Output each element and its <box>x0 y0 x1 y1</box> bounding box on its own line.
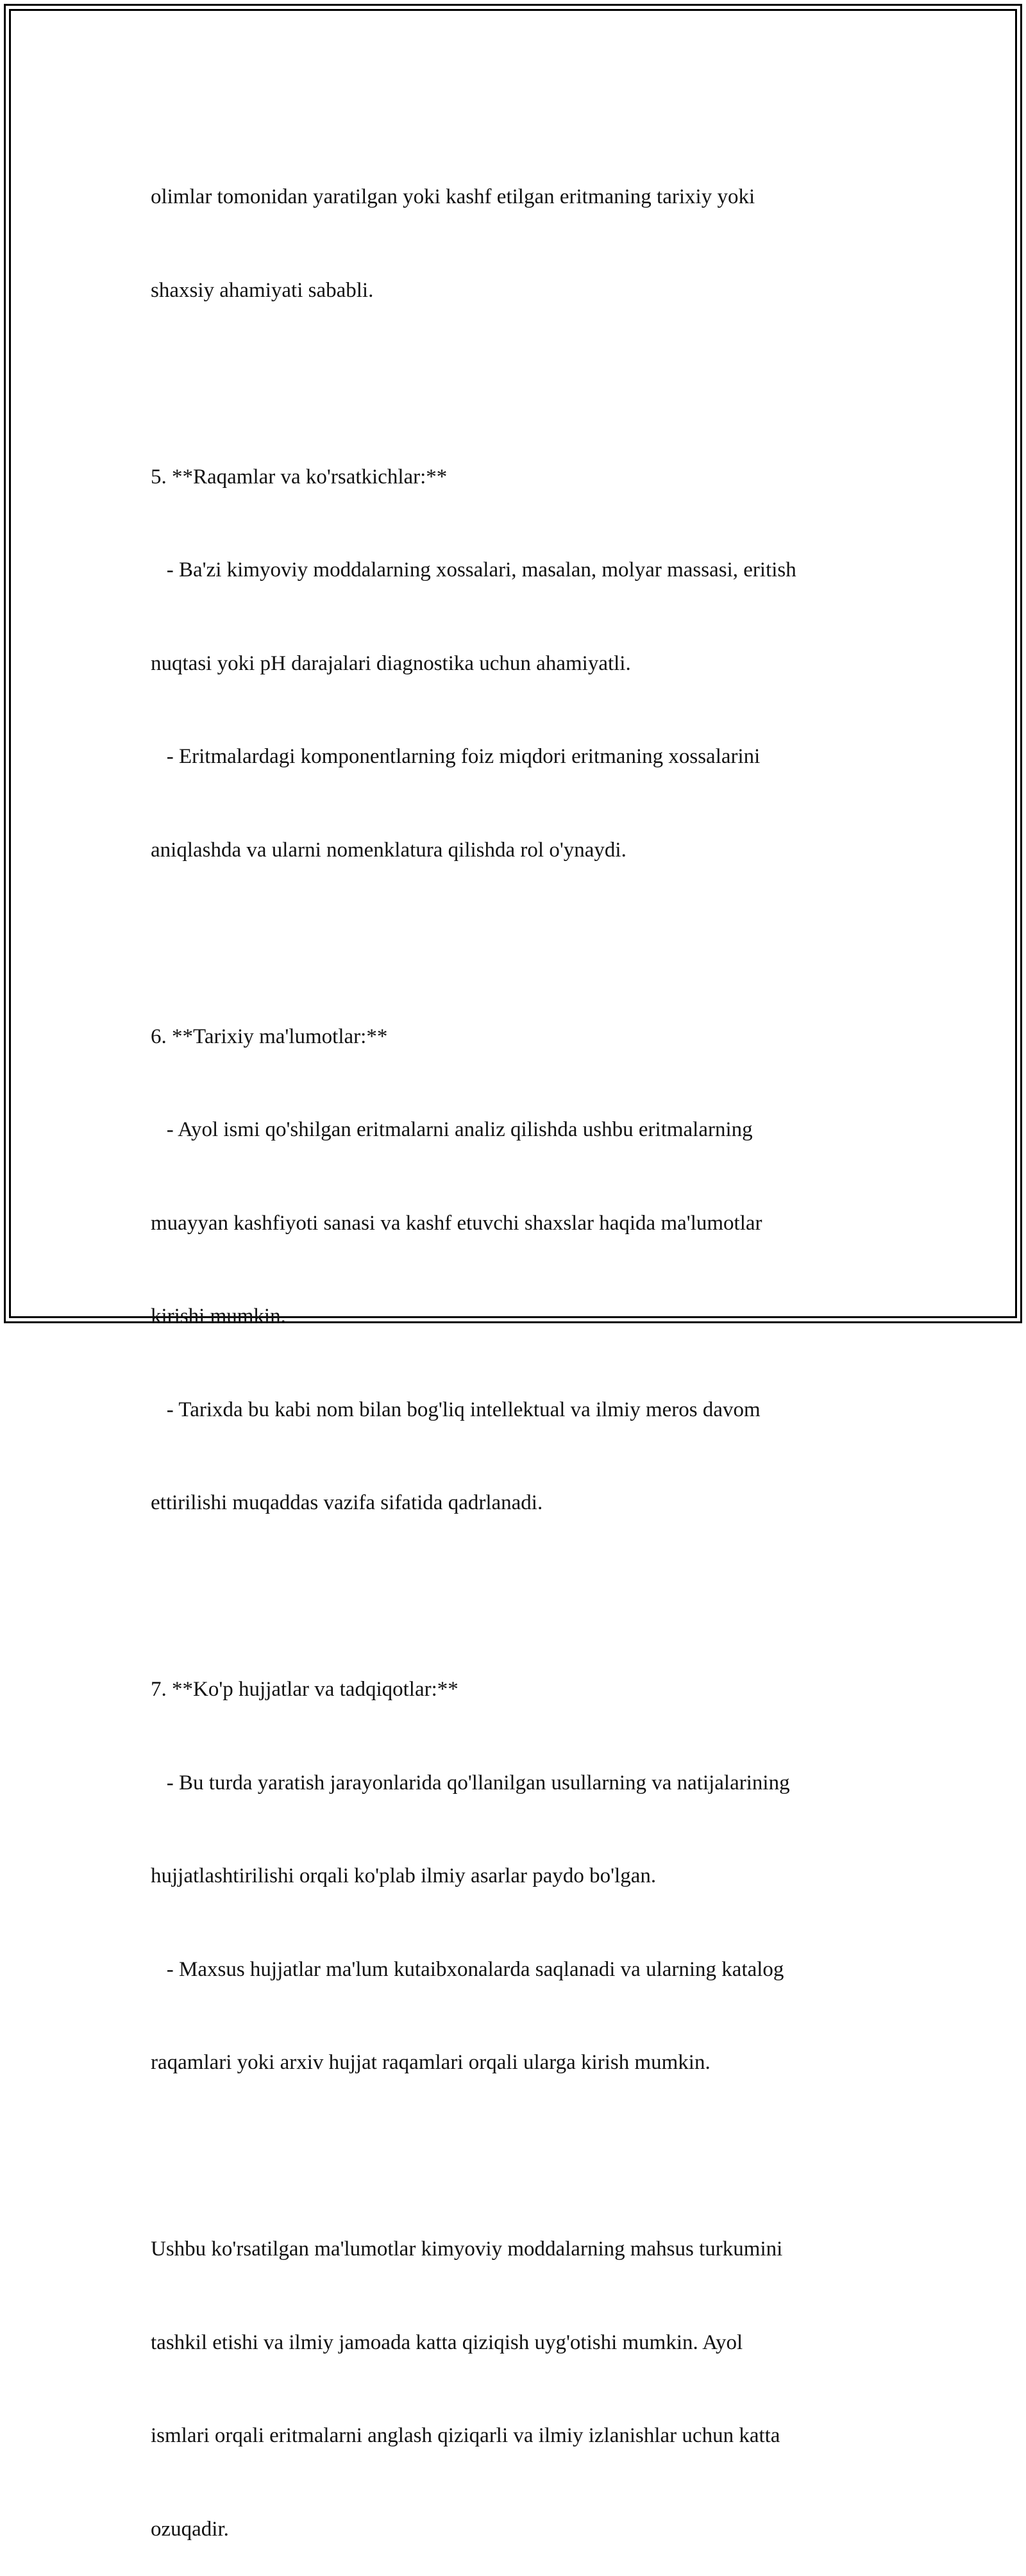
text-line: - Eritmalardagi komponentlarning foiz miqdori eritmaning xossalarini <box>151 745 761 768</box>
text-line: shaxsiy ahamiyati sababli. <box>151 278 374 302</box>
section-heading-6: 6. **Tarixiy ma'lumotlar:** <box>151 1025 388 1048</box>
blank-line <box>151 2141 882 2172</box>
conclusion-line: ismlari orqali eritmalarni anglash qiziqarli va ilmiy izlanishlar uchun katta <box>151 2424 780 2447</box>
conclusion-line: Ushbu ko'rsatilgan ma'lumotlar kimyoviy moddalarning mahsus turkumini <box>151 2237 783 2261</box>
text-line: kirishi mumkin. <box>151 1305 286 1328</box>
text-line: aniqlashda va ularni nomenklatura qilishda rol o'ynaydi. <box>151 838 627 862</box>
text-line: olimlar tomonidan yaratilgan yoki kashf etilgan eritmaning tarixiy yoki <box>151 185 755 208</box>
section-heading-5: 5. **Raqamlar va ko'rsatkichlar:** <box>151 465 448 489</box>
text-line: - Ayol ismi qo'shilgan eritmalarni analiz qilishda ushbu eritmalarning <box>151 1118 753 1141</box>
section-heading-7: 7. **Ko'p hujjatlar va tadqiqotlar:** <box>151 1678 458 1701</box>
text-line: muayyan kashfiyoti sanasi va kashf etuvchi shaxslar haqida ma'lumotlar <box>151 1211 762 1235</box>
document-body <box>151 119 882 2576</box>
text-line: - Tarixda bu kabi nom bilan bog'liq intellektual va ilmiy meros davom <box>151 1398 761 1421</box>
text-line: nuqtasi yoki pH darajalari diagnostika uchun ahamiyatli. <box>151 651 631 675</box>
text-line: ettirilishi muqaddas vazifa sifatida qadrlanadi. <box>151 1491 543 1514</box>
conclusion-line: ozuqadir. <box>151 2517 229 2541</box>
blank-line <box>151 368 882 399</box>
blank-line <box>151 1581 882 1612</box>
conclusion-line: tashkil etishi va ilmiy jamoada katta qiziqish uyg'otishi mumkin. Ayol <box>151 2330 743 2354</box>
text-line: hujjatlashtirilishi orqali ko'plab ilmiy asarlar paydo bo'lgan. <box>151 1864 657 1887</box>
text-line: raqamlari yoki arxiv hujjat raqamlari orqali ularga kirish mumkin. <box>151 2051 711 2074</box>
text-line: - Maxsus hujjatlar ma'lum kutaibxonalarda saqlanadi va ularning katalog <box>151 1957 784 1981</box>
blank-line <box>151 928 882 959</box>
text-line: - Bu turda yaratish jarayonlarida qo'llanilgan usullarning va natijalarining <box>151 1771 790 1794</box>
text-line: - Ba'zi kimyoviy moddalarning xossalari, masalan, molyar massasi, eritish <box>151 558 796 581</box>
